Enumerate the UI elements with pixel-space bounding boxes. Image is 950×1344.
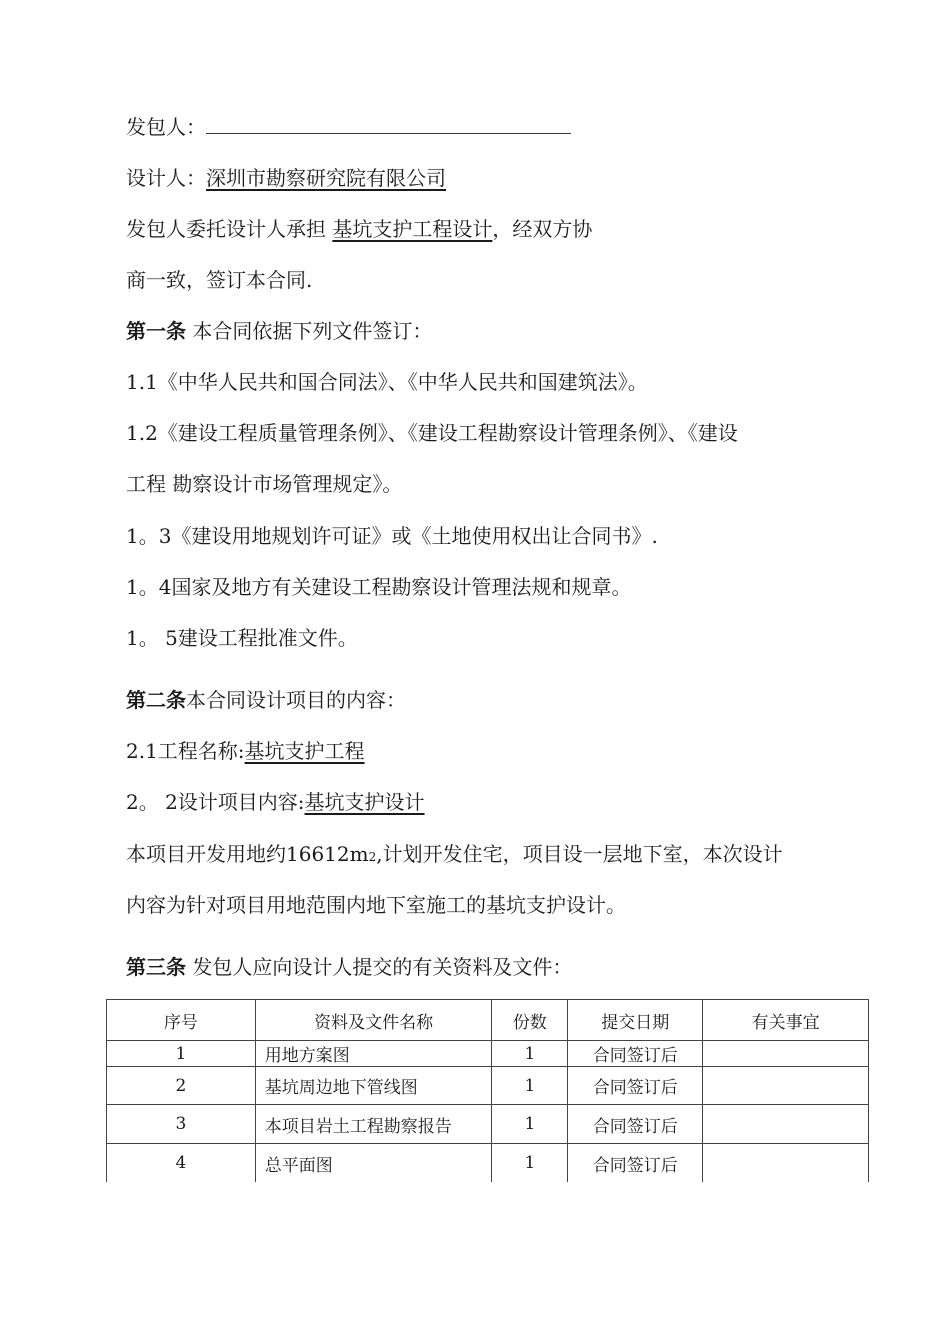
item-1-2-line-2: 工程 勘察设计市场管理规定》。	[126, 472, 403, 496]
item-2-2	[126, 788, 425, 816]
project-description-line-2: 内容为针对项目用地范围内地下室施工的基坑支护设计。	[126, 893, 626, 917]
cell-note	[703, 1067, 869, 1105]
files-table	[106, 999, 869, 1182]
cell-note	[703, 1105, 869, 1144]
article3-text: 发包人应向设计人提交的有关资料及文件：	[186, 955, 573, 979]
cell-copies: 1	[492, 1144, 568, 1183]
article2-title: 第二条	[126, 688, 186, 712]
header-note: 有关事宜	[703, 1000, 869, 1041]
article3-title: 第三条	[126, 955, 186, 979]
cell-no: 4	[107, 1144, 256, 1183]
designer-label: 设计人：	[126, 166, 206, 190]
cell-copies: 1	[492, 1105, 568, 1144]
client-line	[126, 113, 571, 141]
designer-line	[126, 164, 446, 192]
intro-suffix: ，经双方协	[492, 217, 593, 241]
cell-copies: 1	[492, 1041, 568, 1067]
intro-line-2: 商一致，签订本合同.	[126, 268, 313, 292]
cell-note	[703, 1144, 869, 1183]
project-description-line-1	[126, 840, 783, 871]
article3-heading	[126, 953, 572, 981]
item-1-3: 1。3《建设用地规划许可证》或《土地使用权出让合同书》.	[126, 524, 658, 548]
cell-date: 合同签订后	[568, 1105, 703, 1144]
item-1-2-line-1: 1.2《建设工程质量管理条例》、《建设工程勘察设计管理条例》、《建设	[126, 421, 738, 445]
table-row	[107, 1105, 869, 1144]
client-blank	[206, 115, 571, 134]
desc-unit-sup: 2	[368, 850, 377, 864]
item-1-5: 1。 5建设工程批准文件。	[126, 626, 358, 650]
article1-heading	[126, 317, 432, 345]
item-2-1-label: 2.1工程名称:	[126, 739, 245, 763]
header-no: 序号	[107, 1000, 256, 1041]
intro-line-1	[126, 215, 592, 243]
designer-value: 深圳市勘察研究院有限公司	[206, 166, 446, 190]
table-row	[107, 1067, 869, 1105]
article1-title: 第一条	[126, 319, 186, 343]
item-2-2-label: 2。 2设计项目内容:	[126, 790, 305, 814]
item-2-2-value: 基坑支护设计	[304, 790, 425, 814]
cell-name: 用地方案图	[255, 1041, 492, 1067]
item-2-1	[126, 737, 365, 765]
table-header-row	[107, 1000, 869, 1041]
header-date: 提交日期	[568, 1000, 703, 1041]
header-copies: 份数	[492, 1000, 568, 1041]
cell-name: 总平面图	[255, 1144, 492, 1183]
desc-part-a: 本项目开发用地约16612m	[126, 842, 369, 866]
cell-name: 本项目岩土工程勘察报告	[255, 1105, 492, 1144]
cell-copies: 1	[492, 1067, 568, 1105]
table-row	[107, 1041, 869, 1067]
article1-text: 本合同依据下列文件签订：	[186, 319, 433, 343]
article2-text: 本合同设计项目的内容：	[186, 688, 406, 712]
table-row	[107, 1144, 869, 1183]
intro-prefix: 发包人委托设计人承担	[126, 217, 333, 241]
item-1-1: 1.1《中华人民共和国合同法》、《中华人民共和国建筑法》。	[126, 370, 648, 394]
cell-no: 3	[107, 1105, 256, 1144]
intro-project: 基坑支护工程设计	[332, 217, 493, 241]
article2-heading	[126, 686, 406, 714]
item-2-1-value: 基坑支护工程	[244, 739, 365, 763]
header-name: 资料及文件名称	[255, 1000, 492, 1041]
cell-note	[703, 1041, 869, 1067]
cell-date: 合同签订后	[568, 1067, 703, 1105]
desc-part-b: ,计划开发住宅，项目设一层地下室，本次设计	[376, 842, 783, 866]
cell-no: 1	[107, 1041, 256, 1067]
item-1-4: 1。4国家及地方有关建设工程勘察设计管理法规和规章。	[126, 575, 632, 599]
cell-date: 合同签订后	[568, 1144, 703, 1183]
cell-date: 合同签订后	[568, 1041, 703, 1067]
client-label: 发包人：	[126, 115, 206, 139]
cell-name: 基坑周边地下管线图	[255, 1067, 492, 1105]
cell-no: 2	[107, 1067, 256, 1105]
